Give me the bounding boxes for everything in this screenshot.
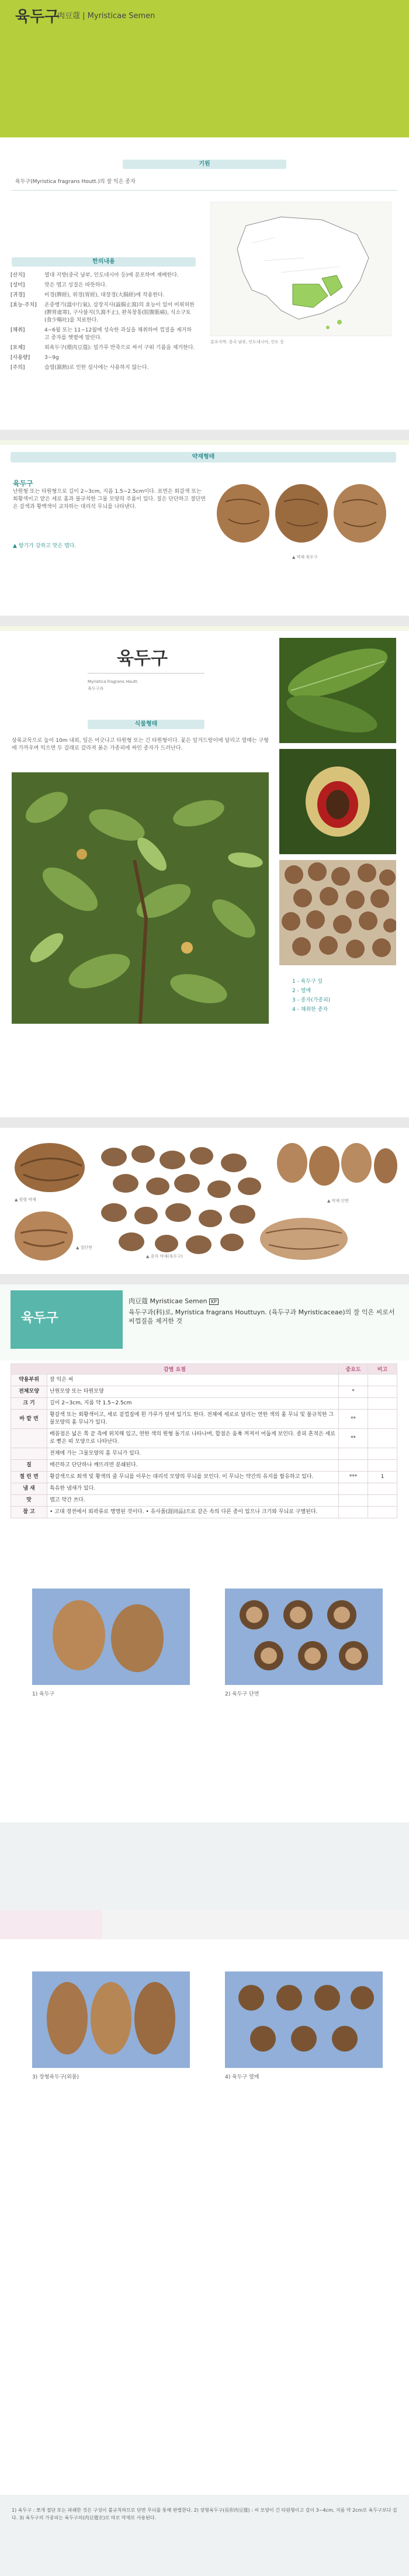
legend-item: 3 - 종자(가종피) bbox=[292, 997, 331, 1003]
footnote: 1) 육두구 : 쪼개 절단 또는 파쇄한 것은 구성이 불규칙하므로 단면 무늬를 통해 판별한다. 2) 장형육두구(長形肉豆蔻) : 씨 모양이 긴 타원형이고 길이 3~4cm, 지름 약 2cm로 육두구보다 길다. 3) 육두구의 가종피는 육두구의(肉豆蔻衣)로 따로 약재로 사용된다. bbox=[12, 2508, 397, 2520]
plant-heading: 식물형태 bbox=[88, 720, 204, 729]
table-cell-note: 1 bbox=[368, 1472, 397, 1483]
table-cell-k: 참 고 bbox=[11, 1507, 47, 1518]
table-cell-k: 바 깥 면 bbox=[11, 1410, 47, 1429]
table-row bbox=[11, 1483, 397, 1495]
table-cell-note bbox=[368, 1495, 397, 1507]
origin-text: 육두구(Myristica fragrans Houtt.)의 잘 익은 종자 bbox=[15, 179, 136, 185]
info-value: 열대 지방(중국 남부, 인도네시아 등)에 분포하며 재배한다. bbox=[44, 272, 179, 278]
herb-note: ▲ 향기가 강하고 맛은 맵다. bbox=[13, 543, 77, 549]
figure-3-caption: 3) 장형육두구(외품) bbox=[32, 2074, 79, 2080]
caption-cut: ▲ 절단면 bbox=[76, 1245, 92, 1250]
table-cell-k: 맛 bbox=[11, 1495, 47, 1507]
info-value: 맛은 맵고 성질은 따뜻하다. bbox=[44, 282, 108, 288]
legend-item: 4 - 채취한 종자 bbox=[292, 1007, 328, 1013]
table-cell-imp bbox=[339, 1507, 368, 1518]
table-cell-k: 절 린 면 bbox=[11, 1472, 47, 1483]
table-cell-imp bbox=[339, 1398, 368, 1410]
plant-title: 육두구 bbox=[117, 648, 168, 669]
plant-description: 상록교목으로 높이 10m 내외, 잎은 어긋나고 타원형 또는 긴 타원형이다. 꽃은 잎겨드랑이에 달리고 열매는 구형에 가까우며 익으면 두 갈래로 갈라져 붉은 가종피에 싸인 종자가 드러난다. bbox=[12, 738, 269, 751]
legend-item: 2 - 열매 bbox=[292, 988, 311, 994]
table-row bbox=[11, 1460, 397, 1472]
info-key: [주의] bbox=[11, 365, 25, 371]
caption-slice: ▲ 약재 단면 bbox=[327, 1199, 349, 1203]
table-cell-imp bbox=[339, 1483, 368, 1495]
info-value: 외육두구(煨肉豆蔻): 밀가루 반죽으로 싸서 구워 기름을 제거한다. bbox=[44, 345, 195, 351]
table-cell-note bbox=[368, 1507, 397, 1518]
section-origin bbox=[0, 137, 409, 430]
title-banner bbox=[0, 0, 409, 137]
table-row bbox=[11, 1375, 397, 1386]
identification-table: 감별 요점 중요도 비고 약용부위 잘 익은 씨 전체모양 난원모양 또는 타원모양 * 크 기 길이 2~3cm, 지름 약 1.5~2.5cm 바 깥 면 황갈색 또는 회황색이고, 세로 겉껍질에 흰 가루가 덮여 있기도 한다. 전체에 세로로 달리는 연한 색의 홈 무늬 및 불규칙한 그물모양의 홈 무늬가 있다. ** 배꼽점은 넓은 쪽 끝 측에 위치해 있고, 연한 색의 원형 돌기로 나타나며, 합점은 움푹 꺼져서 어둡게 보인다. 종피 흔적은 세로로 뻗은 띠 모양으로 나타난다. ** 전체에 가는 그물모양의 흠 무늬가 있다. 질 매끈하고 단단하나 깨뜨리면 분쇄된다. 절 린 면 황갈색으로 회색 및 황색의 줄 무늬를 이루는 대리석 모양의 무늬를 보인다. 이 무늬는 약간의 유지를 함유하고 있다. *** 1 냄 새 특유한 냄새가 있다. 맛 맵고 약간 쓰다. 참 고 • 고대 경전에서 외곽류로 명명된 것이다. • 유사품(混同品)으로 같은 속의 다른 종이 있으나 크기와 무늬로 구별된다. bbox=[11, 1363, 397, 1518]
table-cell-k: 약용부위 bbox=[11, 1375, 47, 1386]
table-row bbox=[11, 1398, 397, 1410]
title-hanja: 肉豆蔻 | Myristicae Semen bbox=[57, 12, 155, 20]
page-gap bbox=[0, 1117, 409, 1128]
table-cell-imp: ** bbox=[339, 1429, 368, 1448]
id-description: 육두구과(科)로, Myristica fragrans Houttuyn. (육두구과 Myristicaceae)의 잘 익은 씨로서 씨껍질을 제거한 것 bbox=[129, 1308, 395, 1325]
info-heading: 한의내용 bbox=[12, 257, 196, 267]
info-row bbox=[11, 354, 196, 362]
table-cell-v: • 고대 경전에서 외곽류로 명명된 것이다. • 유사품(混同品)으로 같은 속의 다른 종이 있으나 크기와 무늬로 구별된다. bbox=[47, 1507, 339, 1518]
info-row bbox=[11, 327, 196, 342]
shape-heading: 약재형태 bbox=[11, 452, 396, 462]
table-cell-note bbox=[368, 1460, 397, 1472]
table-cell-k bbox=[11, 1429, 47, 1448]
figure-1-caption: 1) 육두구 bbox=[32, 1691, 55, 1697]
info-key: [효능·주치] bbox=[11, 302, 37, 308]
info-value: 비경(脾經), 위경(胃經), 대장경(大腸經)에 작용한다. bbox=[44, 292, 165, 298]
table-cell-k: 전체모양 bbox=[11, 1386, 47, 1398]
table-cell-v: 배꼽점은 넓은 쪽 끝 측에 위치해 있고, 연한 색의 원형 돌기로 나타나며, 합점은 움푹 꺼져서 어둡게 보인다. 종피 흔적은 세로로 뻗은 띠 모양으로 나타난다. bbox=[47, 1429, 339, 1448]
plant-latin: Myristica fragrans Houtt. bbox=[88, 679, 138, 684]
info-value: 3~9g bbox=[44, 355, 59, 361]
info-row bbox=[11, 272, 196, 279]
table-cell-v: 잘 익은 씨 bbox=[47, 1375, 339, 1386]
seed-pile-photo bbox=[279, 860, 396, 965]
info-key: [산지] bbox=[11, 272, 25, 278]
page-gap bbox=[0, 1274, 409, 1284]
cross-section-photo bbox=[257, 1216, 351, 1262]
info-row bbox=[11, 282, 196, 289]
table-cell-imp bbox=[339, 1460, 368, 1472]
table-cell-note bbox=[368, 1410, 397, 1429]
table-cell-imp bbox=[339, 1495, 368, 1507]
table-cell-v: 매끈하고 단단하나 깨뜨리면 분쇄된다. bbox=[47, 1460, 339, 1472]
figure-1-photo bbox=[32, 1589, 190, 1685]
origin-heading: 기원 bbox=[123, 160, 286, 169]
table-row bbox=[11, 1386, 397, 1398]
table-cell-v: 황갈색으로 회색 및 황색의 줄 무늬를 이루는 대리석 모양의 무늬를 보인다. 이 무늬는 약간의 유지를 함유하고 있다. bbox=[47, 1472, 339, 1483]
cut-herb-photo bbox=[12, 1210, 76, 1262]
table-row bbox=[11, 1410, 397, 1429]
info-key: [채취] bbox=[11, 327, 25, 333]
table-cell-v: 맵고 약간 쓰다. bbox=[47, 1495, 339, 1507]
table-cell-note bbox=[368, 1398, 397, 1410]
sliced-herb-photo bbox=[275, 1139, 397, 1192]
table-cell-note bbox=[368, 1386, 397, 1398]
info-row bbox=[11, 364, 196, 372]
section-plant-shape bbox=[0, 626, 409, 1117]
seed-pile-herb-photo bbox=[96, 1139, 266, 1262]
info-row bbox=[11, 302, 196, 324]
table-row bbox=[11, 1495, 397, 1507]
table-cell-note bbox=[368, 1448, 397, 1460]
page-gap bbox=[0, 616, 409, 626]
tree-photo bbox=[12, 772, 269, 1024]
table-cell-imp bbox=[339, 1448, 368, 1460]
herb-name: 육두구 bbox=[13, 479, 33, 488]
info-row bbox=[11, 344, 196, 352]
info-value: 4~6월 또는 11~12월에 성숙한 과실을 채취하여 껍질을 제거하고 종자를 햇볕에 말린다. bbox=[44, 327, 192, 341]
table-cell-k: 크 기 bbox=[11, 1398, 47, 1410]
table-cell-note bbox=[368, 1375, 397, 1386]
table-row bbox=[11, 1429, 397, 1448]
id-names: 肉豆蔻 Myristicae Semen KP bbox=[129, 1296, 219, 1306]
table-cell-imp: ** bbox=[339, 1410, 368, 1429]
section-reference bbox=[0, 1822, 409, 2576]
table-row bbox=[11, 1448, 397, 1460]
figure-2-caption: 2) 육두구 단면 bbox=[225, 1691, 259, 1697]
table-cell-k: 냄 새 bbox=[11, 1483, 47, 1495]
id-title: 육두구 bbox=[21, 1311, 58, 1325]
table-cell-note bbox=[368, 1429, 397, 1448]
caption-whole: ▲ 원형 약재 bbox=[15, 1197, 36, 1202]
info-value: 습열(濕熱)로 인한 설사에는 사용하지 않는다. bbox=[44, 365, 149, 371]
table-cell-imp: *** bbox=[339, 1472, 368, 1483]
map-graphic bbox=[211, 202, 392, 337]
table-row bbox=[11, 1507, 397, 1518]
legend-item: 1 - 육두구 잎 bbox=[292, 979, 323, 985]
leaf-photo bbox=[279, 638, 396, 743]
plant-family: 육두구과 bbox=[88, 686, 104, 691]
divider bbox=[12, 190, 397, 191]
table-cell-v: 특유한 냄새가 있다. bbox=[47, 1483, 339, 1495]
info-value: 온중행기(溫中行氣), 삽장지사(澁腸止瀉)의 효능이 있어 비위허한(脾胃虛寒), 구사불지(久瀉不止), 완복창통(脘腹脹痛), 식소구토(食少嘔吐)를 치료한다. bbox=[44, 302, 195, 323]
info-key: [귀경] bbox=[11, 292, 25, 298]
distribution-map bbox=[210, 202, 391, 336]
figure-4-caption: 4) 육두구 열매 bbox=[225, 2074, 259, 2080]
table-row bbox=[11, 1472, 397, 1483]
table-cell-v: 황갈색 또는 회황색이고, 세로 겉껍질에 흰 가루가 덮여 있기도 한다. 전체에 세로로 달리는 연한 색의 홈 무늬 및 불규칙한 그물모양의 홈 무늬가 있다. bbox=[47, 1410, 339, 1429]
herb-description: 난원형 또는 타원형으로 길이 2~3cm, 지름 1.5~2.5cm이다. 표면은 회갈색 또는 회황색이고 얕은 세로 홈과 불규칙한 그물 모양의 주름이 있다. 질은 단단하고 절단면은 갈색과 황백색이 교차하는 대리석 무늬를 나타낸다. bbox=[13, 489, 206, 510]
table-cell-v: 난원모양 또는 타원모양 bbox=[47, 1386, 339, 1398]
section-herb-shape bbox=[0, 440, 409, 616]
info-key: [사용량] bbox=[11, 355, 30, 361]
info-key: [포제] bbox=[11, 345, 25, 351]
figure-4-photo bbox=[225, 1971, 383, 2068]
fruit-photo bbox=[279, 749, 396, 854]
section-herb-photos bbox=[0, 1128, 409, 1274]
page-title: 육두구 bbox=[15, 8, 60, 26]
caption-pile: ▲ 종자 약재(육두구) bbox=[146, 1254, 183, 1259]
section-title-header bbox=[0, 0, 409, 137]
table-cell-v: 길이 2~3cm, 지름 약 1.5~2.5cm bbox=[47, 1398, 339, 1410]
table-cell-note bbox=[368, 1483, 397, 1495]
table-cell-k: 질 bbox=[11, 1460, 47, 1472]
table-cell-v: 전체에 가는 그물모양의 흠 무늬가 있다. bbox=[47, 1448, 339, 1460]
figure-3-photo bbox=[32, 1971, 190, 2068]
table-cell-imp: * bbox=[339, 1386, 368, 1398]
page-gap bbox=[0, 430, 409, 440]
whole-herb-photo bbox=[12, 1139, 88, 1195]
section-identification bbox=[0, 1284, 409, 1822]
figure-2-photo bbox=[225, 1589, 383, 1685]
photo-caption: ▲ 약재 육두구 bbox=[292, 555, 318, 560]
id-title-box bbox=[11, 1290, 123, 1349]
herb-photo bbox=[214, 478, 389, 548]
table-cell-k bbox=[11, 1448, 47, 1460]
map-caption: 분포지역: 중국 남부, 인도네시아, 인도 등 bbox=[210, 340, 285, 344]
plant-legend bbox=[292, 977, 397, 1014]
info-row bbox=[11, 292, 196, 299]
info-list bbox=[11, 272, 196, 374]
info-key: [성미] bbox=[11, 282, 25, 288]
table-cell-imp bbox=[339, 1375, 368, 1386]
